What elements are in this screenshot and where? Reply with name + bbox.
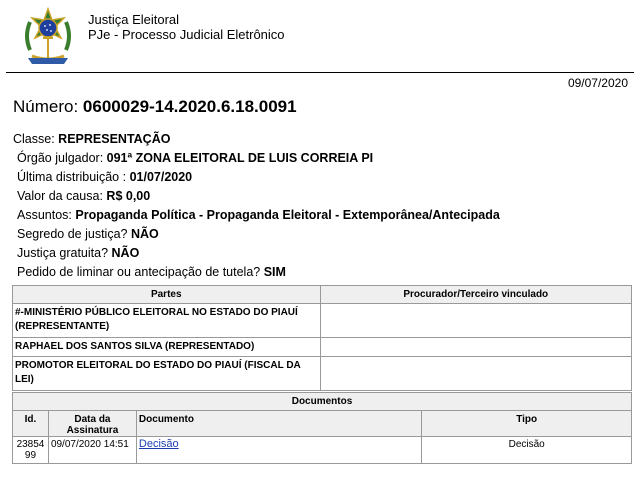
system-name: PJe - Processo Judicial Eletrônico <box>88 27 285 42</box>
field-liminar <box>17 265 286 279</box>
documentos-caption-row <box>13 393 632 411</box>
table-row <box>13 338 632 357</box>
table-row <box>13 437 632 464</box>
gratuita-label: Justiça gratuita? <box>17 246 109 260</box>
documentos-header-row <box>13 411 632 437</box>
orgao-value: 091ª ZONA ELEITORAL DE LUIS CORREIA PI <box>106 151 374 165</box>
process-number <box>13 97 297 117</box>
gratuita-value: NÃO <box>111 246 140 260</box>
table-row <box>13 304 632 338</box>
doc-data-cell: 09/07/2020 14:51 <box>48 437 136 464</box>
brazil-coat-of-arms-icon <box>20 6 76 68</box>
documento-link[interactable]: Decisão <box>138 438 179 450</box>
procurador-cell <box>320 304 632 338</box>
process-number-value: 0600029-14.2020.6.18.0091 <box>82 97 297 116</box>
doc-id-cell: 2385499 <box>13 437 49 464</box>
field-ultima-distribuicao <box>17 170 192 184</box>
procurador-header: Procurador/Terceiro vinculado <box>320 286 632 304</box>
doc-tipo-cell: Decisão <box>422 437 632 464</box>
parte-cell: PROMOTOR ELEITORAL DO ESTADO DO PIAUÍ (FISCAL DA LEI) <box>13 357 321 391</box>
partes-table <box>12 285 632 391</box>
field-gratuita <box>17 246 139 260</box>
segredo-label: Segredo de justiça? <box>17 227 128 241</box>
documentos-table <box>12 392 632 464</box>
table-row <box>13 357 632 391</box>
assuntos-label: Assuntos: <box>17 208 72 222</box>
field-segredo <box>17 227 159 241</box>
ultima-label: Última distribuição : <box>17 170 127 184</box>
organization-name: Justiça Eleitoral <box>88 12 180 27</box>
assuntos-value: Propaganda Política - Propaganda Eleitoral - Extemporânea/Antecipada <box>75 208 500 222</box>
classe-value: REPRESENTAÇÃO <box>58 132 171 146</box>
orgao-label: Órgão julgador: <box>17 151 104 165</box>
document-header <box>0 0 640 74</box>
data-assinatura-header: Data da Assinatura <box>48 411 136 437</box>
process-number-label: Número: <box>13 97 79 116</box>
doc-documento-cell <box>136 437 421 464</box>
procurador-cell <box>320 338 632 357</box>
valor-value: R$ 0,00 <box>106 189 151 203</box>
id-header: Id. <box>13 411 49 437</box>
valor-label: Valor da causa: <box>17 189 103 203</box>
classe-label: Classe: <box>13 132 55 146</box>
documentos-caption: Documentos <box>13 393 632 411</box>
parte-cell: RAPHAEL DOS SANTOS SILVA (REPRESENTADO) <box>13 338 321 357</box>
partes-header-row <box>13 286 632 304</box>
liminar-value: SIM <box>263 265 286 279</box>
field-orgao <box>17 151 373 165</box>
procurador-cell <box>320 357 632 391</box>
field-classe <box>13 132 170 146</box>
field-assuntos <box>17 208 500 222</box>
field-valor <box>17 189 150 203</box>
partes-header: Partes <box>13 286 321 304</box>
segredo-value: NÃO <box>130 227 159 241</box>
documento-header: Documento <box>136 411 421 437</box>
document-date: 09/07/2020 <box>567 76 628 90</box>
header-divider <box>6 72 634 73</box>
parte-cell: #-MINISTÉRIO PÚBLICO ELEITORAL NO ESTADO DO PIAUÍ (REPRESENTANTE) <box>13 304 321 338</box>
ultima-value: 01/07/2020 <box>129 170 193 184</box>
tipo-header: Tipo <box>422 411 632 437</box>
liminar-label: Pedido de liminar ou antecipação de tutela? <box>17 265 261 279</box>
